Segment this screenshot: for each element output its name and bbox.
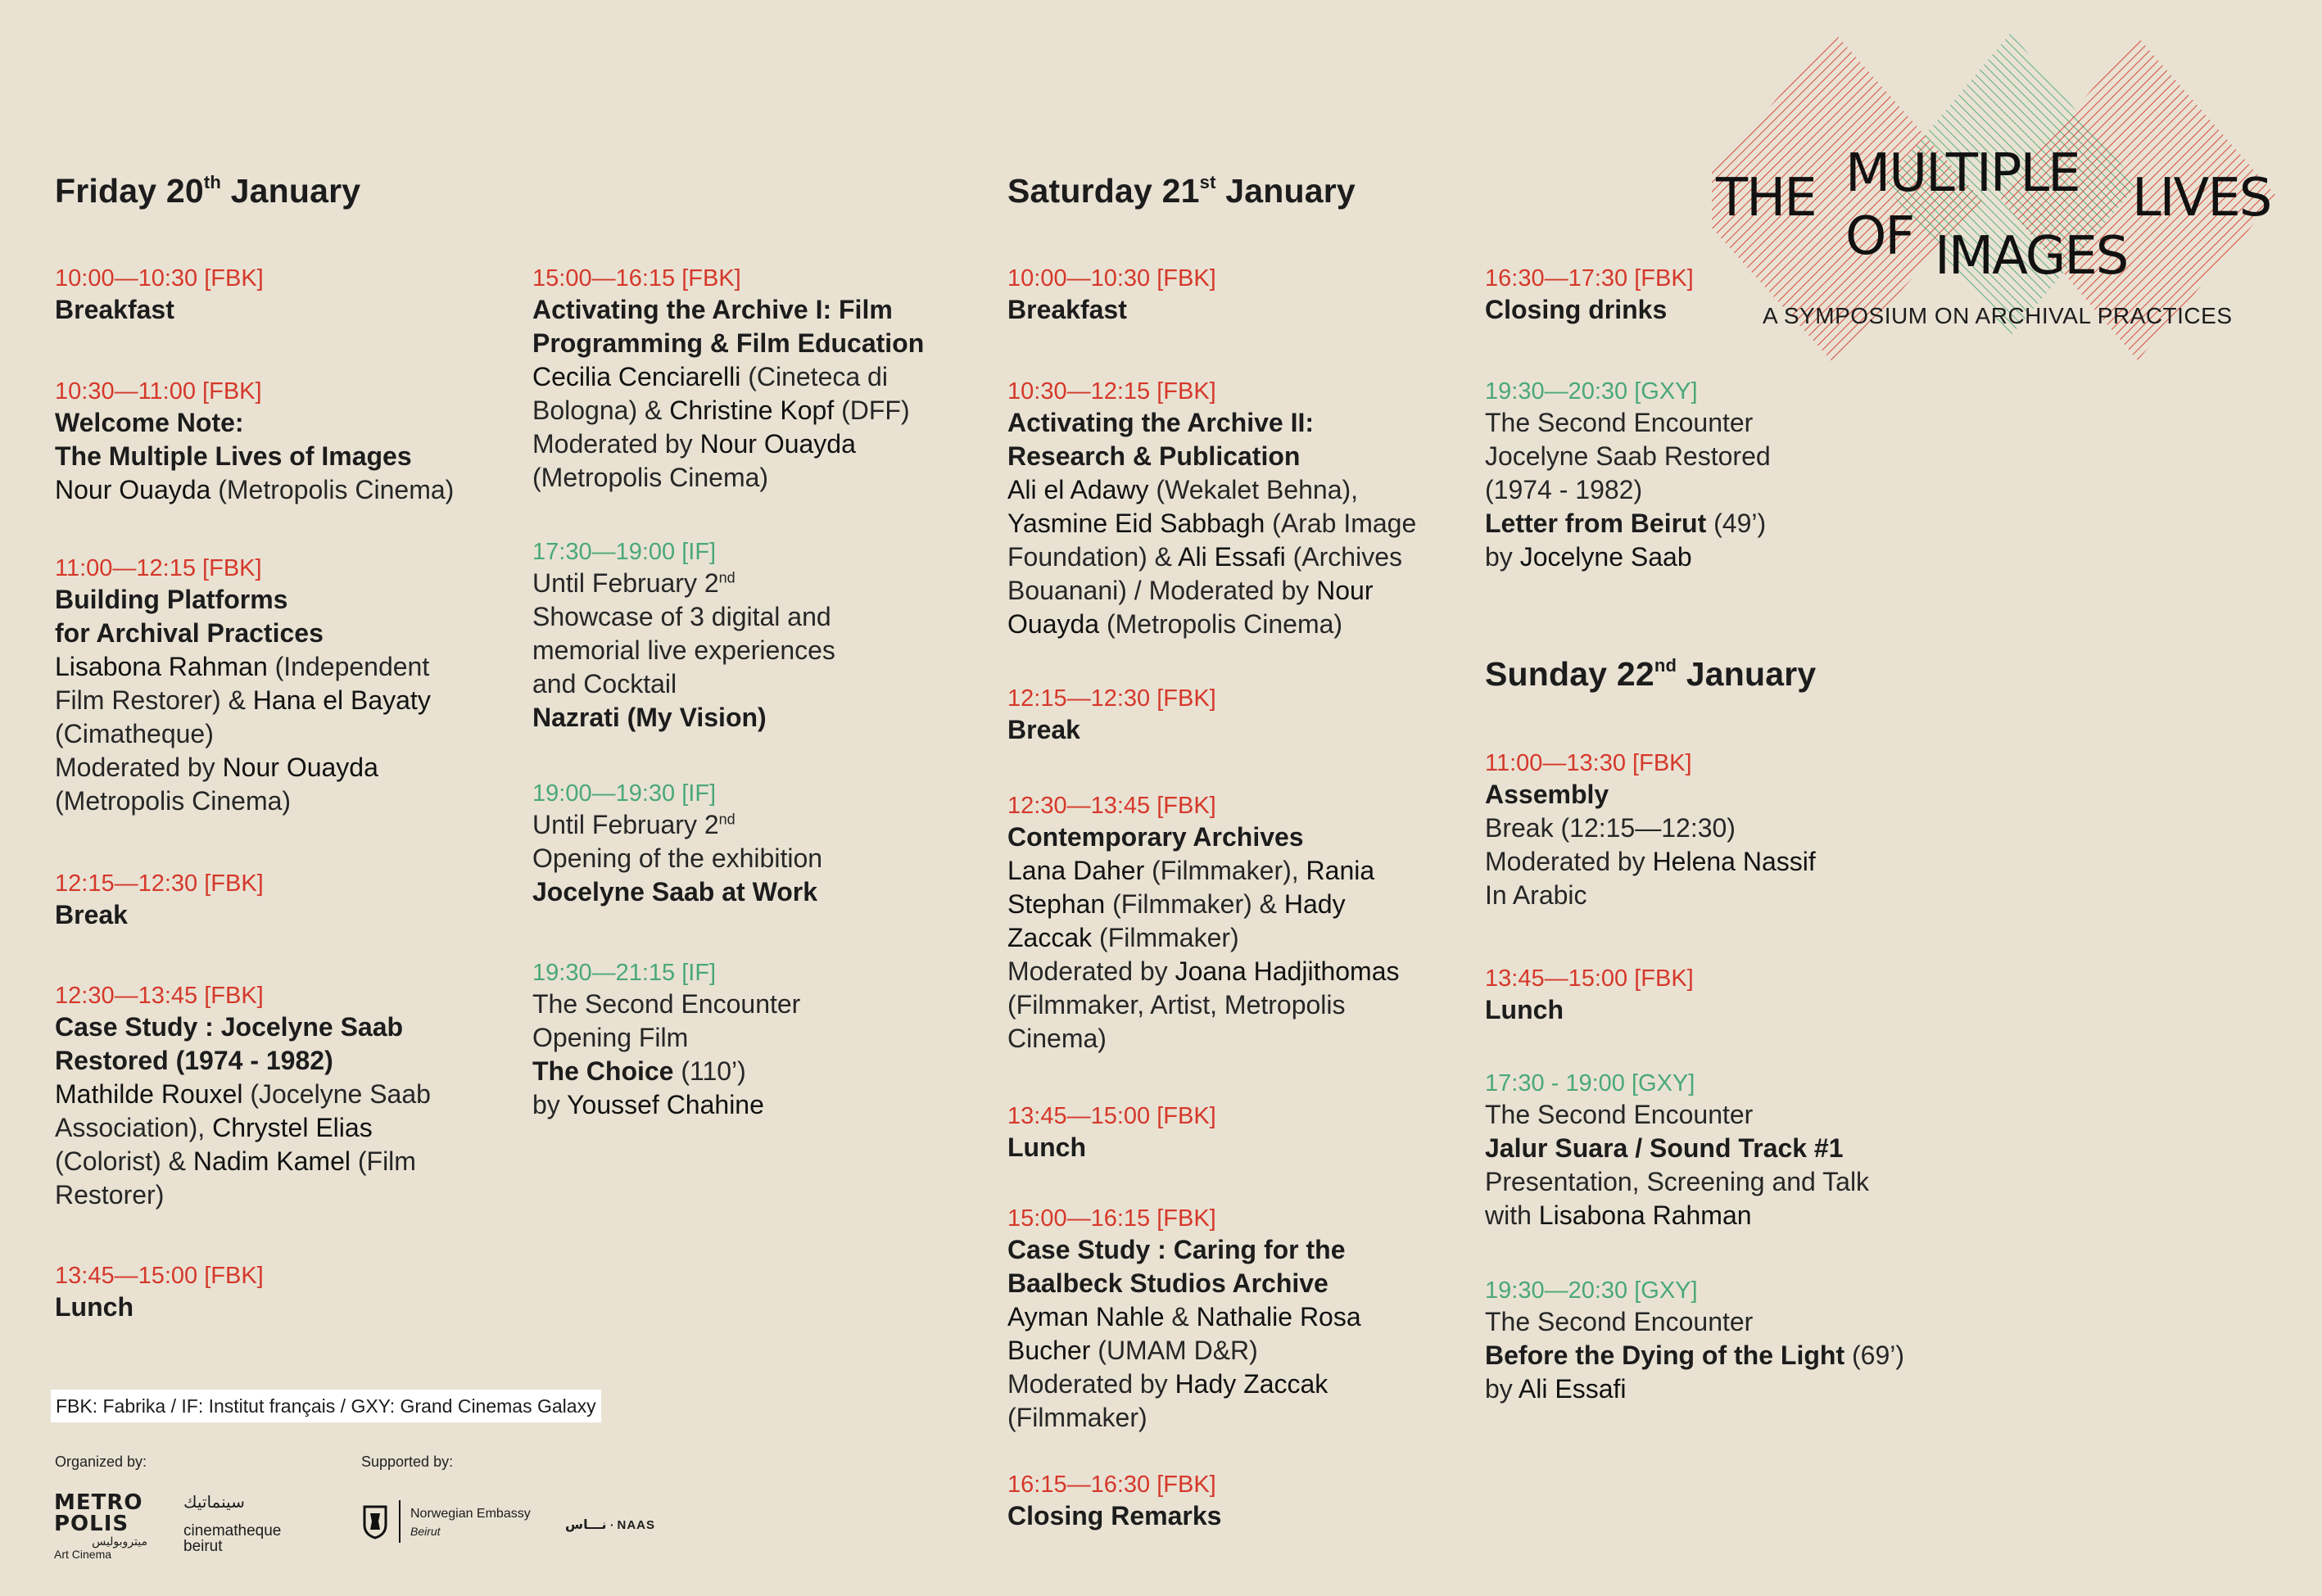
friday-event-welcome: 10:30—11:00 [FBK] Welcome Note: The Multiple Lives of Images Nour Ouayda (Metropolis Cinema) — [55, 377, 514, 507]
event-time: 15:00—16:15 [FBK] — [532, 265, 741, 292]
event-title: Nazrati (My Vision) — [532, 703, 767, 732]
friday-event-lunch — [55, 1261, 514, 1324]
sunday-event-assembly: 11:00—13:30 [FBK] Assembly Break (12:15—12:30) Moderated by Helena Nassif In Arabic — [1485, 748, 1944, 912]
event-time: 19:00—19:30 [IF] — [532, 780, 717, 807]
event-title: Lunch — [1007, 1133, 1086, 1162]
saturday-heading: Saturday 21st January — [1007, 172, 1356, 210]
event-time: 15:00—16:15 [FBK] — [1007, 1205, 1216, 1232]
event-title: Case Study : Caring for the — [1007, 1235, 1346, 1264]
event-title-line2: The Multiple Lives of Images — [55, 441, 412, 471]
event-time: 17:30—19:00 [IF] — [532, 539, 717, 565]
event-title: Jalur Suara / Sound Track #1 — [1485, 1133, 1844, 1163]
event-title: Closing drinks — [1485, 295, 1668, 324]
sunday-event-dying-light: 19:30—20:30 [GXY] The Second Encounter Before the Dying of the Light (69’) by Ali Essafi — [1485, 1276, 1944, 1406]
sunday-heading: Sunday 22nd January — [1485, 655, 1817, 693]
saturday-event-break — [1007, 684, 1466, 747]
symposium-subtitle: A SYMPOSIUM ON ARCHIVAL PRACTICES — [1763, 303, 2233, 328]
event-title: Breakfast — [1007, 295, 1127, 324]
event-time: 12:30—13:45 [FBK] — [55, 983, 264, 1009]
friday-event-archive-1: 15:00—16:15 [FBK] Activating the Archive I: Film Programming & Film Education Cecilia Cenciarelli (Cineteca di Bologna) & Christine Kopf (DFF) Moderated by Nour Ouayda (Metropolis Cinema) — [532, 264, 1024, 495]
saturday-event-baalbeck: 15:00—16:15 [FBK] Case Study : Caring for the Baalbeck Studios Archive Ayman Nahle & Nathalie Rosa Bucher (UMAM D&R) Moderated by Hady Zaccak (Filmmaker) — [1007, 1204, 1466, 1435]
event-time: 10:00—10:30 [FBK] — [1007, 265, 1216, 292]
saturday-event-contemporary: 12:30—13:45 [FBK] Contemporary Archives Lana Daher (Filmmaker), Rania Stephan (Filmmaker) & Hady Zaccak (Filmmaker) Moderated by Joana Hadjithomas (Filmmaker, Artist, Metropolis Cinema) — [1007, 791, 1466, 1056]
friday-event-exhibition: 19:00—19:30 [IF] Until February 2nd Opening of the exhibition Jocelyne Saab at Work — [532, 779, 991, 909]
event-time: 13:45—15:00 [FBK] — [1485, 965, 1694, 992]
event-title-line2: Research & Publication — [1007, 441, 1301, 471]
event-title-line2: Programming & Film Education — [532, 328, 925, 358]
event-title: Case Study : Jocelyne Saab — [55, 1012, 404, 1042]
title-lives: LIVES — [2132, 168, 2271, 228]
title-multiple: MULTIPLE — [1845, 143, 2080, 204]
sunday-event-sound-track: 17:30 - 19:00 [GXY] The Second Encounter Jalur Suara / Sound Track #1 Presentation, Screening and Talk with Lisabona Rahman — [1485, 1069, 1944, 1232]
supported-by-label: Supported by: — [361, 1454, 454, 1470]
event-time: 12:30—13:45 [FBK] — [1007, 793, 1216, 819]
event-time: 13:45—15:00 [FBK] — [55, 1263, 264, 1289]
event-title: Letter from Beirut — [1485, 509, 1707, 538]
event-time: 19:30—20:30 [GXY] — [1485, 1277, 1698, 1304]
event-time: 16:15—16:30 [FBK] — [1007, 1472, 1216, 1498]
event-title: Break — [1007, 715, 1080, 744]
saturday-event-letter-from-beirut: 19:30—20:30 [GXY] The Second Encounter Jocelyne Saab Restored (1974 - 1982) Letter from Beirut (49’) by Jocelyne Saab — [1485, 377, 1944, 574]
saturday-event-closing-remarks — [1007, 1470, 1466, 1533]
event-time: 16:30—17:30 [FBK] — [1485, 265, 1694, 292]
metropolis-logo: METRO POLIS ميتروبوليس Art Cinema — [54, 1490, 147, 1561]
event-title: Welcome Note: — [55, 408, 244, 437]
event-time: 12:15—12:30 [FBK] — [55, 870, 264, 897]
event-title: Closing Remarks — [1007, 1501, 1222, 1530]
event-title: Break — [55, 900, 128, 929]
friday-event-breakfast — [55, 264, 514, 327]
title-the: THE — [1716, 168, 1816, 228]
venue-legend: FBK: Fabrika / IF: Institut français / GXY: Grand Cinemas Galaxy — [51, 1390, 601, 1422]
event-time: 17:30 - 19:00 [GXY] — [1485, 1070, 1695, 1096]
event-time: 12:15—12:30 [FBK] — [1007, 685, 1216, 712]
event-title: Assembly — [1485, 780, 1609, 809]
event-title: Building Platforms — [55, 585, 288, 614]
event-time: 19:30—20:30 [GXY] — [1485, 378, 1698, 405]
event-title: Contemporary Archives — [1007, 822, 1304, 852]
saturday-event-archive-2: 10:30—12:15 [FBK] Activating the Archive II: Research & Publication Ali el Adawy (Wekalet Behna), Yasmine Eid Sabbagh (Arab Image Foundation) & Ali Essafi (Archives Bouanani) / Moderated by Nour Ouayda (Metropolis Cinema) — [1007, 377, 1466, 641]
event-title-line2: for Archival Practices — [55, 618, 324, 648]
event-time: 11:00—13:30 [FBK] — [1485, 750, 1692, 776]
event-title-line2: Restored (1974 - 1982) — [55, 1046, 333, 1075]
event-time: 10:30—11:00 [FBK] — [55, 378, 262, 405]
event-title: Breakfast — [55, 295, 174, 324]
event-title: Activating the Archive I: Film — [532, 295, 893, 324]
saturday-event-breakfast — [1007, 264, 1466, 327]
friday-heading: Friday 20th January — [55, 172, 361, 210]
friday-event-break — [55, 869, 514, 932]
title-of: OF — [1845, 206, 1914, 267]
event-title-line2: Baalbeck Studios Archive — [1007, 1268, 1328, 1298]
event-title: Before the Dying of the Light — [1485, 1341, 1845, 1370]
event-time: 10:30—12:15 [FBK] — [1007, 378, 1216, 405]
sunday-event-lunch — [1485, 964, 1944, 1027]
organized-by-label: Organized by: — [55, 1454, 147, 1470]
naas-logo: نـــاس · NAAS — [565, 1518, 656, 1532]
friday-event-nazrati: 17:30—19:00 [IF] Until February 2nd Showcase of 3 digital and memorial live experiences and Cocktail Nazrati (My Vision) — [532, 537, 991, 735]
event-title: Activating the Archive II: — [1007, 408, 1314, 437]
friday-event-case-study: 12:30—13:45 [FBK] Case Study : Jocelyne Saab Restored (1974 - 1982) Mathilde Rouxel (Jocelyne Saab Association), Chrystel Elias (Colorist) & Nadim Kamel (Film Restorer) — [55, 981, 514, 1212]
cinematheque-beirut-logo: سينماتيك cinematheque beirut — [183, 1494, 282, 1555]
event-time: 10:00—10:30 [FBK] — [55, 265, 264, 292]
event-title: The Choice — [532, 1056, 674, 1086]
event-title: Lunch — [55, 1292, 134, 1322]
event-time: 11:00—12:15 [FBK] — [55, 555, 262, 581]
friday-event-the-choice: 19:30—21:15 [IF] The Second Encounter Opening Film The Choice (110’) by Youssef Chahine — [532, 958, 991, 1122]
norway-coat-of-arms-icon — [361, 1503, 389, 1539]
event-time: 19:30—21:15 [IF] — [532, 960, 717, 986]
event-title: Jocelyne Saab at Work — [532, 877, 817, 907]
friday-event-platforms: 11:00—12:15 [FBK] Building Platforms for Archival Practices Lisabona Rahman (Independent Film Restorer) & Hana el Bayaty (Cimatheque) Moderated by Nour Ouayda (Metropolis Cinema) — [55, 554, 514, 818]
title-images: IMAGES — [1935, 226, 2128, 287]
saturday-event-closing-drinks — [1485, 264, 1944, 327]
saturday-event-lunch — [1007, 1101, 1466, 1164]
event-title: Lunch — [1485, 995, 1564, 1024]
event-time: 13:45—15:00 [FBK] — [1007, 1103, 1216, 1129]
